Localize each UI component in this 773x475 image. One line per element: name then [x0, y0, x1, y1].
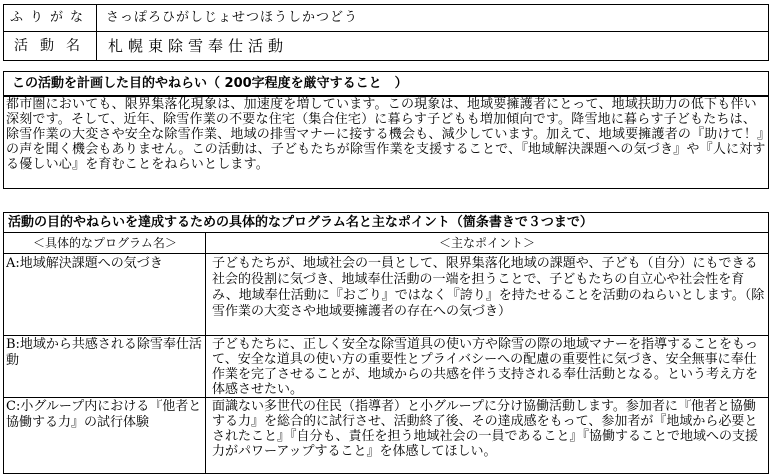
program-point-a: 子どもたちが、地域社会の一員として、限界集落化地域の課題や、子ども（自分）にもできる社会的役割に気づき、地域奉仕活動の一端を担うことで、子どもたちの自立心や社会性を育み、地域奉仕活動に『おごり』ではなく『誇り』を持たせることを活動のねらいとします。（除雪作業の大変さや地域要擁護者の存在への気づき） — [212, 256, 765, 319]
furigana-label: ふりがな — [10, 10, 91, 25]
activity-name-value: 札幌東除雪奉仕活動 — [108, 37, 289, 55]
program-name-a: A:地域解決課題への気づき — [6, 256, 163, 271]
header-col-divider — [96, 4, 97, 61]
programs-heading: 活動の目的やねらいを達成するための具体的なプログラム名と主なポイント（箇条書きで３つまで） — [8, 215, 593, 230]
program-name-b: B:地域から共感される除雪奉仕活動 — [6, 337, 202, 368]
col-header-divider — [3, 253, 769, 254]
program-point-b: 子どもたちに、正しく安全な除雪道具の使い方や除雪の際の地域マナーを指導することをもって、安全な道具の使い方の重要性とプライバシーへの配慮の重要性に気づき、安全無事に奉仕作業を完了させることが、地域からの共感を伴う支持される奉仕活動となる。という考え方を体感させたい。 — [212, 337, 759, 397]
row-divider-a — [3, 335, 769, 336]
purpose-heading: この活動を計画した目的やねらい（ 200字程度を厳守すること ） — [12, 76, 408, 91]
col-header-program-name: ＜具体的なプログラム名＞ — [33, 236, 177, 250]
purpose-body: 都市圏においても、限界集落化現象は、加速度を増しています。この現象は、地域要擁護者にとって、地域扶助力の低下も伴い深刻です。そして、近年、除雪作業の不要な住宅（集合住宅）に暮らす子どもも増加傾向です。降雪地に暮らす子どもたちは、除雪作業の大変さや安全な除雪作業、地域の排雪マナーに接する機会も、減少しています。加えて、地域要擁護者の『助けて！』の声を聞く機会もありません。この活動は、子どもたちが除雪作業を支援することで、『地域解決課題への気づき』や『人に対する優しい心』を育むことをねらいとします。 — [6, 97, 766, 172]
program-name-c: C:小グループ内における『他者と協働する力』の試行体験 — [6, 399, 202, 430]
programs-col-divider — [205, 232, 206, 474]
programs-heading-divider — [3, 232, 769, 233]
program-point-c: 面識ない多世代の住民（指導者）と小グループに分け協働活動します。参加者に『他者と協働する力』を総合的に試行させ、活動終了後、その達成感をもって、参加者が『地域から必要とされたこと』『自分も、責任を担う地域社会の一員であること』『協働することで地域への支援力がパワーアップすること』を体感してほしい。 — [212, 399, 759, 459]
activity-name-label: 活動名 — [14, 38, 92, 54]
furigana-value: さっぽろひがしじょせつほうしかつどう — [106, 10, 359, 25]
row-divider-b — [3, 397, 769, 398]
col-header-main-point: ＜主なポイント＞ — [438, 236, 535, 250]
